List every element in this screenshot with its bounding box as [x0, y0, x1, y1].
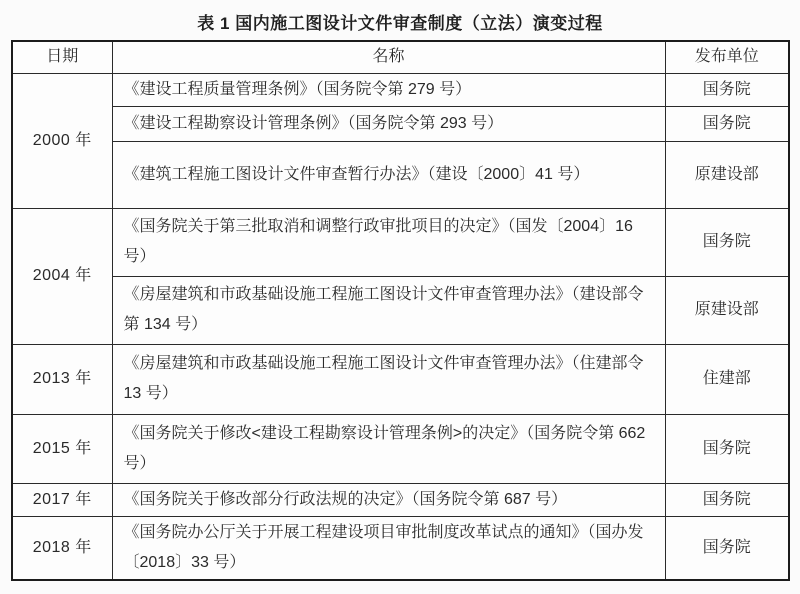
name-cell: 《房屋建筑和市政基础设施工程施工图设计文件审查管理办法》（住建部令 13 号） — [112, 344, 665, 414]
table-row — [12, 414, 789, 483]
name-cell: 《建设工程勘察设计管理条例》（国务院令第 293 号） — [112, 106, 665, 141]
date-cell-2013: 2013 年 — [12, 344, 112, 414]
name-cell: 《建筑工程施工图设计文件审查暂行办法》（建设〔2000〕41 号） — [112, 141, 665, 208]
table-header-row — [12, 41, 789, 73]
publisher-cell: 国务院 — [665, 208, 789, 276]
date-cell-2015: 2015 年 — [12, 414, 112, 483]
table-row — [12, 344, 789, 414]
table-row — [12, 276, 789, 344]
publisher-cell: 国务院 — [665, 483, 789, 516]
table-row — [12, 483, 789, 516]
table-row — [12, 141, 789, 208]
name-cell: 《国务院关于修改<建设工程勘察设计管理条例>的决定》（国务院令第 662 号） — [112, 414, 665, 483]
date-cell-2000: 2000 年 — [12, 73, 112, 208]
date-cell-2017: 2017 年 — [12, 483, 112, 516]
publisher-cell: 住建部 — [665, 344, 789, 414]
name-cell: 《建设工程质量管理条例》（国务院令第 279 号） — [112, 73, 665, 106]
publisher-cell: 国务院 — [665, 106, 789, 141]
table-title: 表 1 国内施工图设计文件审查制度（立法）演变过程 — [197, 14, 603, 33]
publisher-cell: 国务院 — [665, 414, 789, 483]
evolution-table — [11, 40, 790, 581]
header-name: 名称 — [112, 41, 665, 73]
table-row — [12, 106, 789, 141]
publisher-cell: 国务院 — [665, 516, 789, 580]
publisher-cell: 原建设部 — [665, 276, 789, 344]
table-row — [12, 516, 789, 580]
table-row — [12, 73, 789, 106]
publisher-cell: 原建设部 — [665, 141, 789, 208]
name-cell: 《国务院关于第三批取消和调整行政审批项目的决定》（国发〔2004〕16 号） — [112, 208, 665, 276]
date-cell-2004: 2004 年 — [12, 208, 112, 344]
publisher-cell: 国务院 — [665, 73, 789, 106]
header-date: 日期 — [12, 41, 112, 73]
table-row — [12, 208, 789, 276]
header-publisher: 发布单位 — [665, 41, 789, 73]
name-cell: 《国务院关于修改部分行政法规的决定》（国务院令第 687 号） — [112, 483, 665, 516]
name-cell: 《国务院办公厅关于开展工程建设项目审批制度改革试点的通知》（国办发〔2018〕33 号） — [112, 516, 665, 580]
name-cell: 《房屋建筑和市政基础设施工程施工图设计文件审查管理办法》（建设部令第 134 号） — [112, 276, 665, 344]
date-cell-2018: 2018 年 — [12, 516, 112, 580]
